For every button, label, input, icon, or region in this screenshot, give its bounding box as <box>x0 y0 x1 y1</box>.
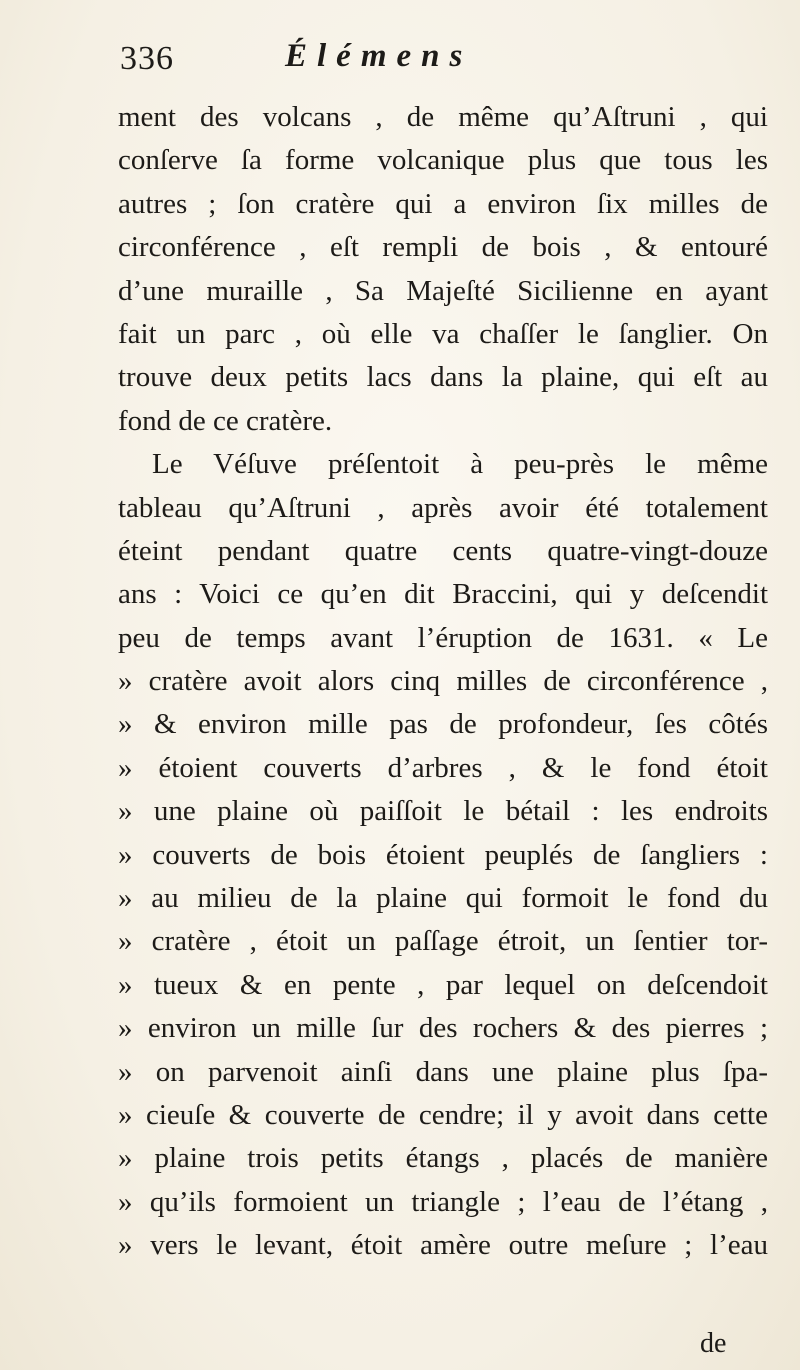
text-line: conſerve ſa forme volcanique plus que tous les <box>118 144 768 177</box>
text-line: tableau qu’Aſtruni , après avoir été totalement <box>118 491 768 524</box>
text-line: trouve deux petits lacs dans la plaine, qui eſt au <box>118 361 768 394</box>
text-line: peu de temps avant l’éruption de 1631. « Le <box>118 621 768 654</box>
catchword: de <box>700 1328 727 1359</box>
text-line: ment des volcans , de même qu’Aſtruni , qui <box>118 101 768 133</box>
quoted-line: » environ un mille ſur des rochers & des pierres ; <box>118 1012 768 1045</box>
quoted-line: » tueux & en pente , par lequel on deſcendoit <box>118 968 768 1001</box>
quoted-line: » au milieu de la plaine qui formoit le fond du <box>118 882 768 915</box>
quoted-line: » qu’ils formoient un triangle ; l’eau de l’étang , <box>118 1185 768 1218</box>
quoted-line: » cieuſe & couverte de cendre; il y avoit dans cette <box>118 1098 768 1131</box>
running-title: Élémens <box>285 38 473 74</box>
text-line: ans : Voici ce qu’en dit Braccini, qui y deſcendit <box>118 578 768 611</box>
quoted-line: » cratère , étoit un paſſage étroit, un ſentier tor- <box>118 925 768 958</box>
quoted-line: » une plaine où paiſſoit le bétail : les endroits <box>118 795 768 828</box>
page-header <box>120 28 740 88</box>
quoted-line: » on parvenoit ainſi dans une plaine plus ſpa- <box>118 1055 768 1088</box>
quoted-line: » & environ mille pas de profondeur, ſes côtés <box>118 708 768 741</box>
quoted-line: » couverts de bois étoient peuplés de ſangliers : <box>118 838 768 871</box>
text-line: éteint pendant quatre cents quatre-vingt-douze <box>118 534 768 567</box>
paragraph-start-line: Le Véſuve préſentoit à peu-près le même <box>152 448 768 481</box>
text-line: autres ; ſon cratère qui a environ ſix milles de <box>118 187 768 220</box>
page-number: 336 <box>120 40 174 77</box>
quoted-line: » étoient couverts d’arbres , & le fond étoit <box>118 751 768 784</box>
text-line: fond de ce cratère. <box>118 404 333 437</box>
text-line: d’une muraille , Sa Majeſté Sicilienne en ayant <box>118 274 768 307</box>
quoted-line: » plaine trois petits étangs , placés de manière <box>118 1142 768 1175</box>
text-line: circonférence , eſt rempli de bois , & entouré <box>118 231 768 264</box>
body-text <box>118 96 768 1268</box>
quoted-line: » cratère avoit alors cinq milles de circonférence , <box>118 665 768 698</box>
text-line: fait un parc , où elle va chaſſer le ſanglier. On <box>118 317 768 350</box>
quoted-line: » vers le levant, étoit amère outre meſure ; l’eau <box>118 1229 768 1262</box>
